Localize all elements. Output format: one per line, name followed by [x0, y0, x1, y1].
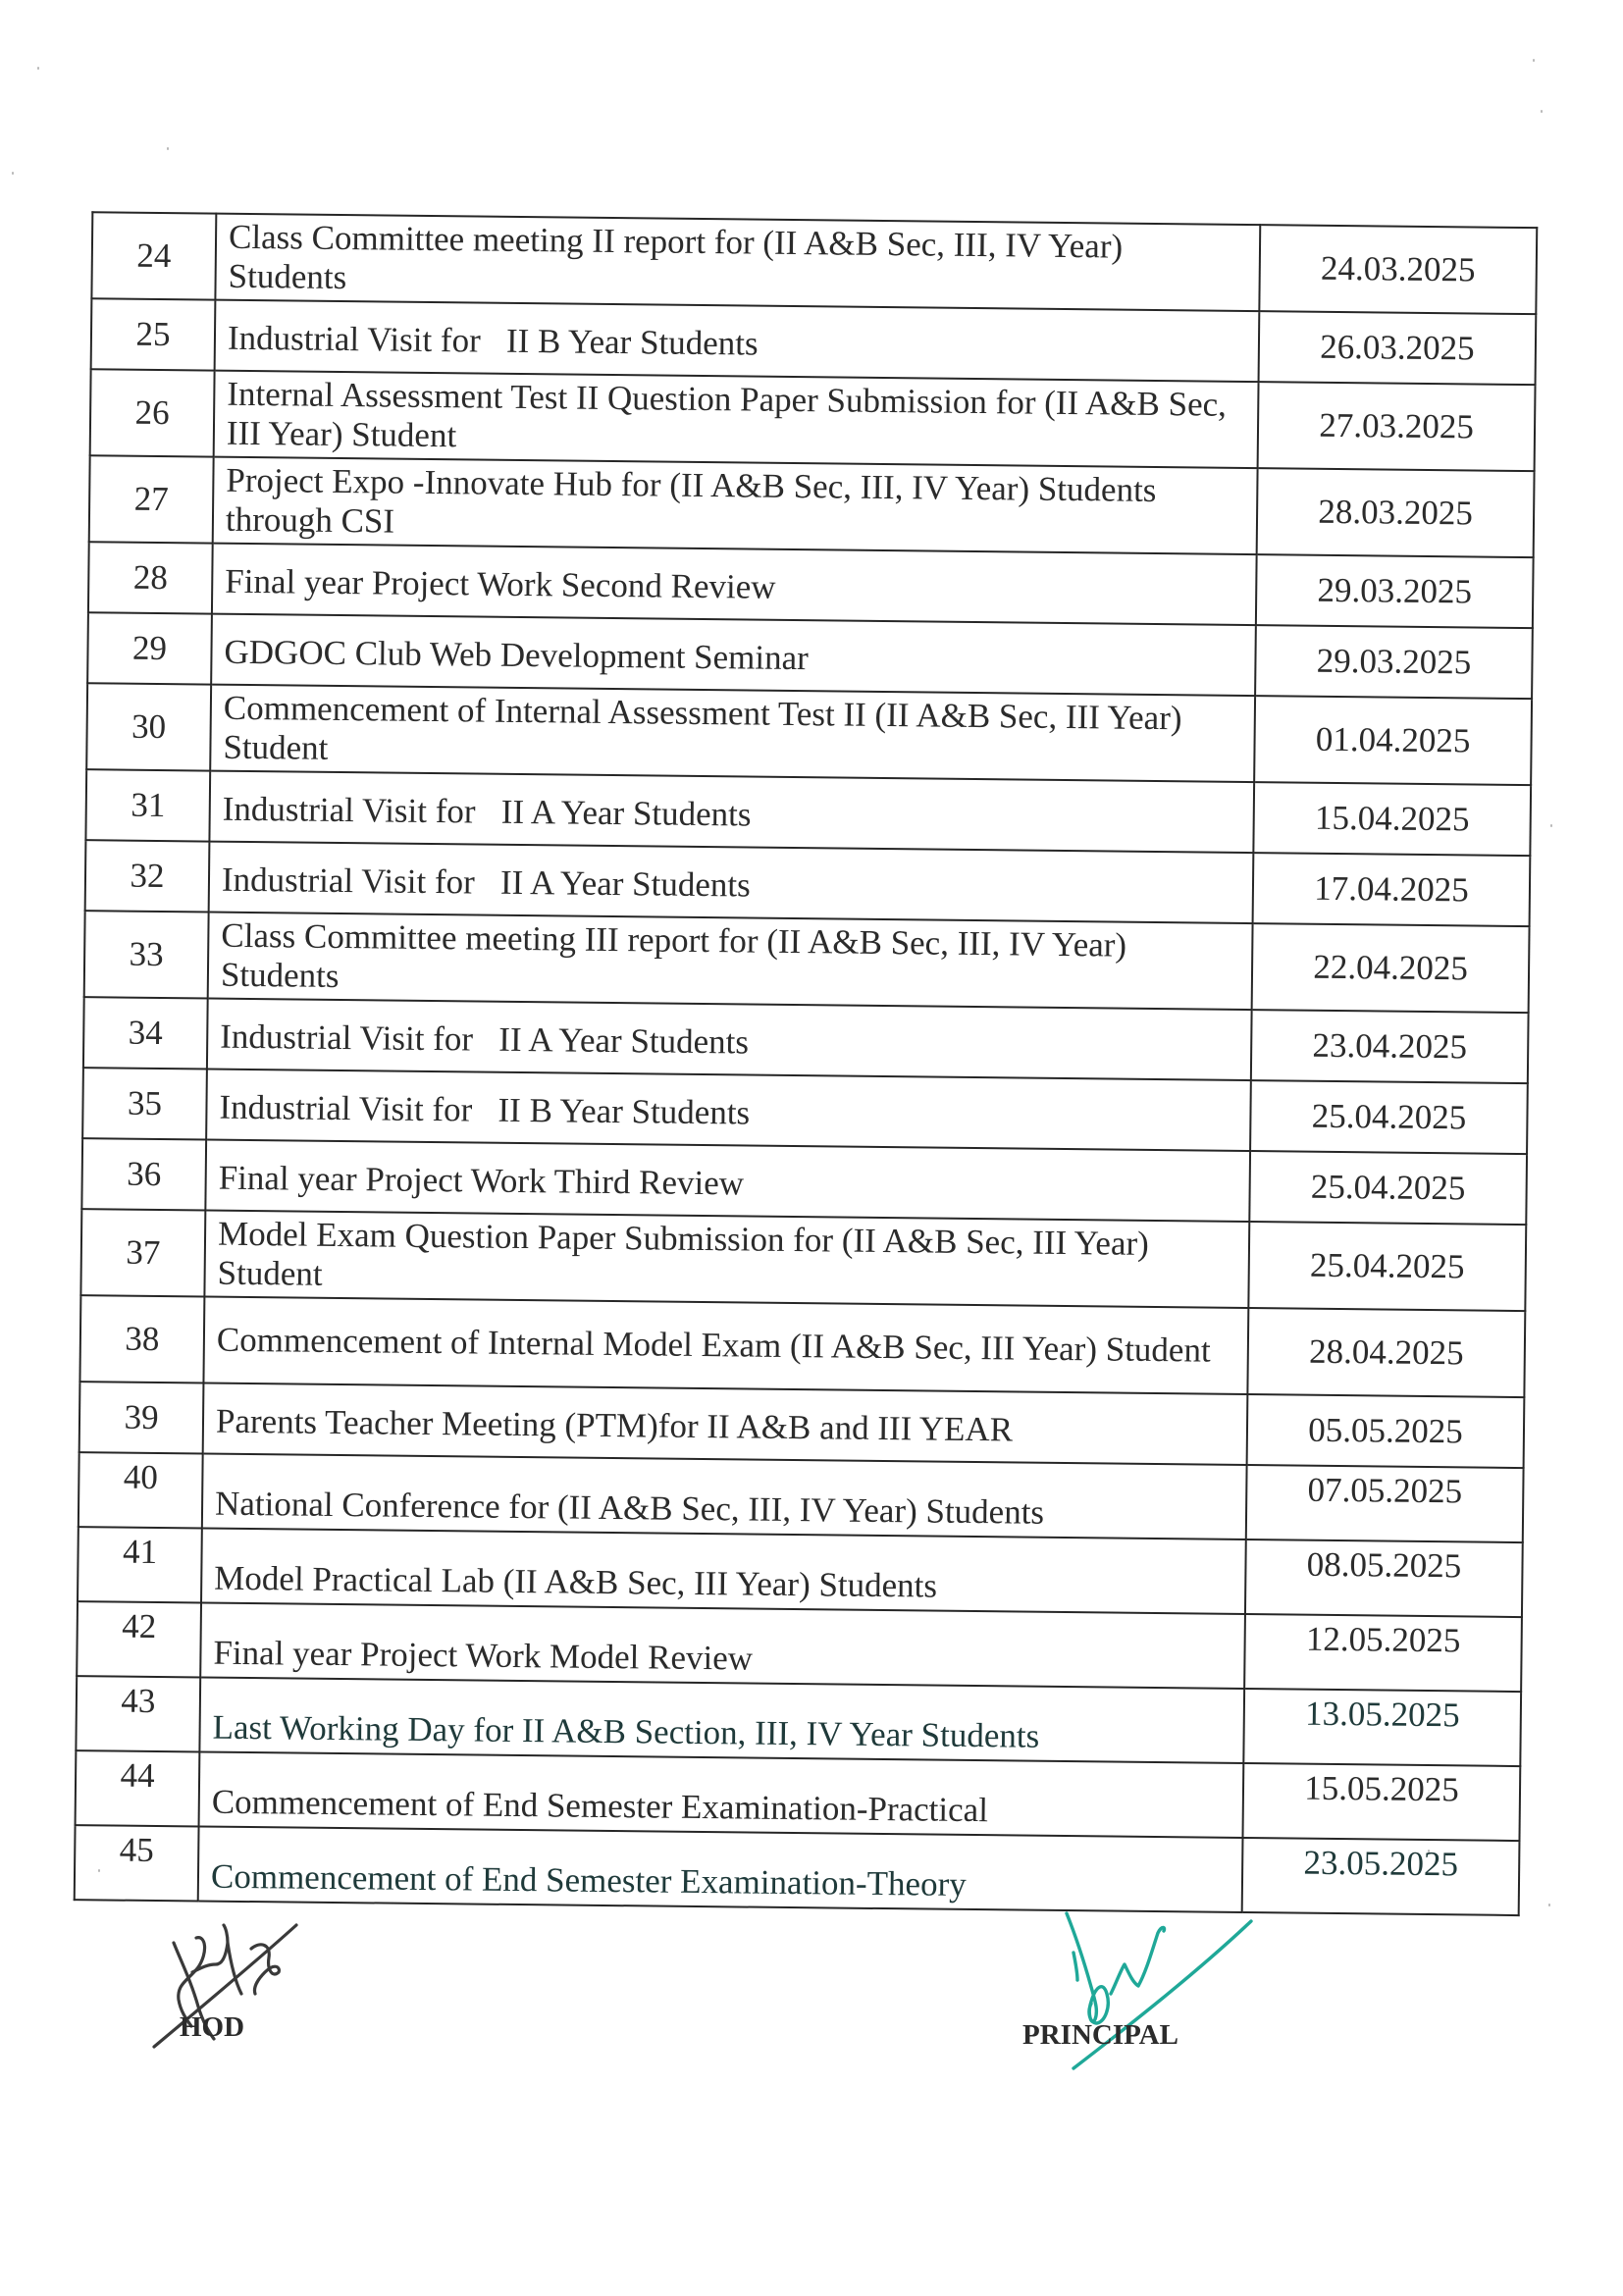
date-cell: 01.04.2025 — [1254, 696, 1532, 785]
scan-speck — [1548, 1904, 1550, 1906]
row-number-cell: 40 — [79, 1452, 203, 1528]
event-cell: Project Expo -Innovate Hub for (II A&B Sec, III, IV Year) Students through CSI — [213, 457, 1258, 555]
schedule-table-container — [74, 211, 1513, 1916]
date-cell: 28.04.2025 — [1247, 1308, 1525, 1397]
event-cell: Industrial Visit for II B Year Students — [206, 1070, 1251, 1152]
table-row — [89, 455, 1535, 557]
table-row — [91, 212, 1537, 314]
hod-signature — [137, 1913, 334, 2070]
date-cell: 29.03.2025 — [1256, 554, 1534, 628]
event-cell: Model Practical Lab (II A&B Sec, III Year) Students — [201, 1529, 1246, 1615]
date-cell: 13.05.2025 — [1243, 1689, 1521, 1766]
event-cell: Class Committee meeting III report for (II A&B Sec, III, IV Year) Students — [208, 913, 1253, 1011]
schedule-table — [74, 211, 1539, 1916]
event-cell: Commencement of Internal Assessment Test II (II A&B Sec, III Year) Student — [210, 685, 1255, 783]
date-cell: 23.05.2025 — [1242, 1838, 1520, 1915]
event-cell: GDGOC Club Web Development Seminar — [211, 614, 1256, 697]
scan-speck — [12, 172, 14, 175]
event-cell: Final year Project Work Third Review — [205, 1140, 1250, 1223]
date-cell: 17.04.2025 — [1253, 853, 1531, 926]
principal-signature — [1001, 1904, 1295, 2090]
row-number-cell: 28 — [88, 542, 213, 613]
row-number-cell: 36 — [81, 1138, 206, 1210]
date-cell: 29.03.2025 — [1255, 625, 1533, 699]
date-cell: 25.04.2025 — [1250, 1080, 1528, 1154]
row-number-cell: 33 — [84, 911, 209, 998]
date-cell: 25.04.2025 — [1248, 1222, 1526, 1311]
scan-speck — [167, 147, 169, 150]
event-cell: Industrial Visit for II A Year Students — [207, 999, 1252, 1081]
date-cell: 07.05.2025 — [1246, 1465, 1524, 1542]
scan-speck — [37, 67, 39, 70]
row-number-cell: 24 — [91, 212, 216, 299]
date-cell: 12.05.2025 — [1244, 1614, 1522, 1692]
event-cell: Industrial Visit for II B Year Students — [215, 300, 1260, 383]
event-cell: Commencement of Internal Model Exam (II A&B Sec, III Year) Student — [203, 1297, 1248, 1395]
row-number-cell: 42 — [77, 1601, 201, 1677]
event-cell: Internal Assessment Test II Question Paper Submission for (II A&B Sec, III Year) Student — [214, 371, 1259, 469]
principal-label: PRINCIPAL — [1022, 2019, 1178, 2051]
row-number-cell: 25 — [91, 298, 216, 370]
row-number-cell: 44 — [76, 1750, 200, 1826]
row-number-cell: 27 — [89, 455, 214, 543]
row-number-cell: 32 — [85, 840, 210, 912]
date-cell: 27.03.2025 — [1258, 382, 1536, 471]
row-number-cell: 45 — [75, 1825, 199, 1901]
table-row — [86, 683, 1532, 785]
row-number-cell: 37 — [80, 1209, 205, 1296]
schedule-table-body — [75, 212, 1538, 1915]
row-number-cell: 26 — [90, 369, 215, 456]
row-number-cell: 41 — [78, 1527, 202, 1602]
table-row — [90, 369, 1536, 471]
table-row — [80, 1209, 1526, 1311]
row-number-cell: 43 — [76, 1676, 200, 1751]
date-cell: 22.04.2025 — [1252, 923, 1530, 1013]
date-cell: 15.04.2025 — [1253, 782, 1531, 856]
date-cell: 26.03.2025 — [1259, 311, 1537, 385]
event-cell: Industrial Visit for II A Year Students — [209, 842, 1254, 924]
event-cell: Final year Project Work Second Review — [212, 544, 1257, 626]
event-cell: Class Committee meeting II report for (II A&B Sec, III, IV Year) Students — [215, 214, 1260, 312]
date-cell: 15.05.2025 — [1242, 1763, 1520, 1841]
row-number-cell: 34 — [83, 997, 208, 1069]
scan-speck — [1550, 824, 1552, 827]
event-cell: Last Working Day for II A&B Section, III, IV Year Students — [199, 1678, 1244, 1764]
row-number-cell: 35 — [82, 1068, 207, 1139]
row-number-cell: 39 — [79, 1382, 204, 1453]
date-cell: 08.05.2025 — [1245, 1539, 1523, 1617]
table-row — [84, 911, 1530, 1013]
scan-speck — [1541, 110, 1543, 113]
event-cell: Final year Project Work Model Review — [200, 1603, 1245, 1690]
event-cell: Parents Teacher Meeting (PTM)for II A&B and III YEAR — [203, 1383, 1248, 1466]
row-number-cell: 31 — [85, 769, 210, 841]
date-cell: 23.04.2025 — [1251, 1010, 1529, 1083]
row-number-cell: 29 — [87, 612, 212, 684]
hod-label: HOD — [180, 2011, 245, 2043]
date-cell: 05.05.2025 — [1247, 1394, 1525, 1468]
event-cell: Commencement of End Semester Examination-Practical — [199, 1751, 1244, 1838]
row-number-cell: 30 — [86, 683, 211, 770]
date-cell: 28.03.2025 — [1257, 468, 1535, 557]
table-row — [75, 1825, 1520, 1915]
event-cell: Industrial Visit for II A Year Students — [209, 771, 1254, 854]
event-cell: National Conference for (II A&B Sec, III, IV Year) Students — [202, 1454, 1247, 1540]
date-cell: 25.04.2025 — [1249, 1151, 1527, 1225]
row-number-cell: 38 — [79, 1295, 204, 1383]
date-cell: 24.03.2025 — [1259, 225, 1537, 314]
event-cell: Model Exam Question Paper Submission for (II A&B Sec, III Year) Student — [204, 1211, 1249, 1309]
table-row — [79, 1295, 1525, 1397]
event-cell: Commencement of End Semester Examination-Theory — [198, 1826, 1243, 1912]
scan-speck — [1533, 59, 1535, 62]
